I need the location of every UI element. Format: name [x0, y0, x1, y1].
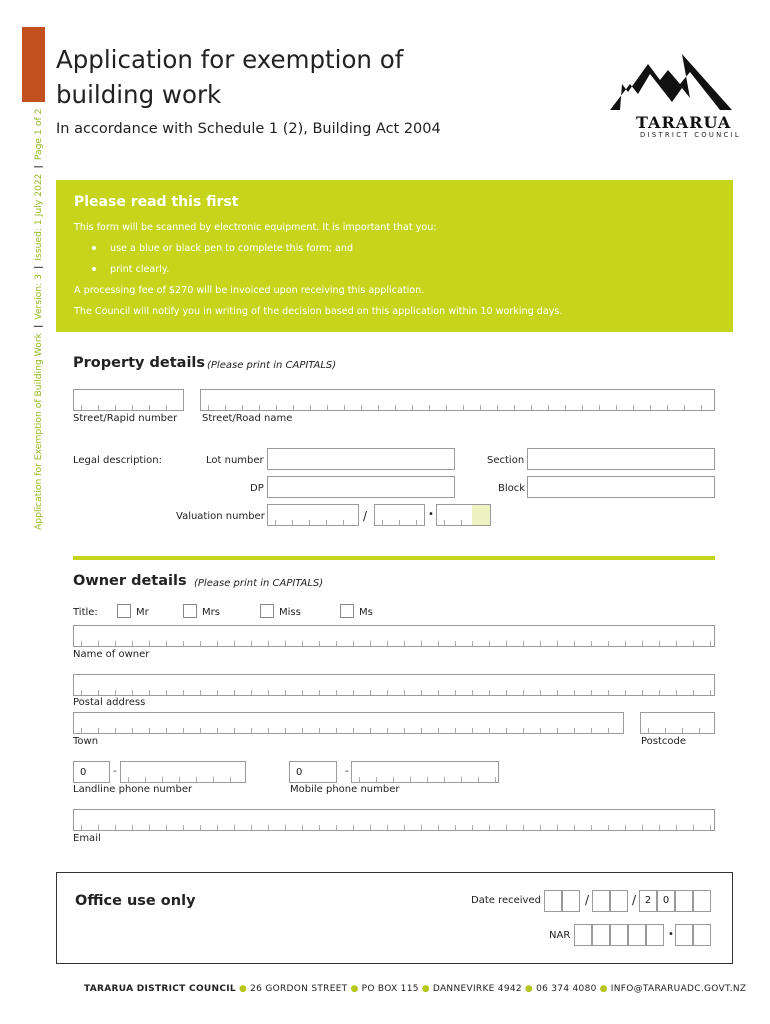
notice-panel — [56, 180, 733, 332]
town-label: Town — [73, 736, 99, 747]
footer-email[interactable]: INFO@TARARUADC.GOVT.NZ — [610, 984, 747, 994]
nar-digit[interactable] — [628, 924, 646, 946]
notice-decision: The Council will notify you in writing of the decision based on this application within 10 working days. — [74, 306, 563, 317]
valuation-number-part2[interactable] — [374, 504, 425, 526]
notice-intro: This form will be scanned by electronic equipment. It is important that you: — [74, 222, 437, 233]
nar-label: NAR — [549, 930, 571, 941]
office-heading: Office use only — [75, 893, 196, 909]
dp-field[interactable] — [267, 476, 455, 498]
logo-name: TARARUA — [636, 113, 732, 132]
lot-number-field[interactable] — [267, 448, 455, 470]
sidebar-issued: Issued: 1 July 2022 — [33, 173, 44, 261]
date-slash: / — [632, 893, 637, 907]
landline-label: Landline phone number — [73, 784, 193, 795]
property-heading: Property details — [73, 355, 206, 371]
valuation-number-part3[interactable] — [436, 504, 491, 526]
landline-dash: - — [113, 766, 117, 777]
footer-street: 26 GORDON STREET — [250, 984, 348, 994]
nar-digit[interactable] — [574, 924, 592, 946]
postal-address-field[interactable] — [73, 674, 715, 696]
title-mr-checkbox[interactable] — [117, 604, 131, 618]
mobile-prefix-field[interactable] — [289, 761, 337, 783]
street-number-field[interactable] — [73, 389, 184, 411]
mobile-label: Mobile phone number — [290, 784, 400, 795]
date-received-label: Date received — [471, 895, 541, 906]
email-field[interactable] — [73, 809, 715, 831]
sidebar-form-name: Application for Exemption of Building Work — [33, 333, 44, 530]
lot-number-label: Lot number — [206, 455, 264, 466]
notice-bullet: print clearly. — [92, 259, 733, 280]
footer-phone: 06 374 4080 — [536, 984, 597, 994]
notice-fee: A processing fee of $270 will be invoiced upon receiving this application. — [74, 285, 425, 296]
valuation-number-part1[interactable] — [267, 504, 359, 526]
date-year-digit[interactable]: 0 — [657, 890, 675, 912]
valuation-slash: / — [363, 509, 368, 523]
footer-town: DANNEVIRKE 4942 — [432, 984, 522, 994]
footer-po-box: PO BOX 115 — [361, 984, 419, 994]
page-subtitle: In accordance with Schedule 1 (2), Building Act 2004 — [56, 121, 441, 137]
valuation-suffix-cell — [472, 505, 490, 525]
town-field[interactable] — [73, 712, 624, 734]
title-mr-label: Mr — [136, 607, 149, 618]
owner-name-label: Name of owner — [73, 649, 150, 660]
mobile-prefix: 0 — [296, 767, 303, 778]
title-ms-checkbox[interactable] — [340, 604, 354, 618]
notice-heading: Please read this first — [74, 194, 239, 210]
landline-prefix: 0 — [80, 767, 87, 778]
date-slash: / — [585, 893, 590, 907]
date-day-digit[interactable] — [544, 890, 562, 912]
postal-address-label: Postal address — [73, 697, 146, 708]
nar-digit[interactable] — [675, 924, 693, 946]
mobile-dash: - — [345, 766, 349, 777]
postcode-field[interactable] — [640, 712, 715, 734]
title-ms-label: Ms — [359, 607, 373, 618]
notice-bullets — [74, 238, 733, 280]
title-mrs-checkbox[interactable] — [183, 604, 197, 618]
date-year-digit[interactable]: 2 — [639, 890, 657, 912]
street-number-label: Street/Rapid number — [73, 413, 178, 424]
title-mrs-label: Mrs — [202, 607, 220, 618]
owner-note: (Please print in CAPITALS) — [194, 578, 324, 589]
date-year-digit[interactable] — [693, 890, 711, 912]
sidebar-meta: Application for Exemption of Building Work|Version: 3|Issued: 1 July 2022|Page 1 of 2 — [33, 108, 44, 530]
sidebar-version: Version: 3 — [33, 274, 44, 320]
mobile-number-field[interactable] — [351, 761, 499, 783]
property-note: (Please print in CAPITALS) — [207, 360, 337, 371]
nar-dot: • — [668, 929, 674, 940]
title-label: Title: — [73, 607, 98, 618]
section-field[interactable] — [527, 448, 715, 470]
section-label: Section — [487, 455, 525, 466]
nar-digit[interactable] — [610, 924, 628, 946]
owner-heading: Owner details — [73, 573, 187, 589]
nar-digit[interactable] — [592, 924, 610, 946]
nar-digit[interactable] — [646, 924, 664, 946]
block-field[interactable] — [527, 476, 715, 498]
section-divider — [73, 556, 715, 560]
landline-area-code-field[interactable] — [73, 761, 110, 783]
nar-digit[interactable] — [693, 924, 711, 946]
date-month-digit[interactable] — [592, 890, 610, 912]
logo-subtitle: DISTRICT COUNCIL — [640, 131, 741, 139]
sidebar-page: Page 1 of 2 — [33, 108, 44, 161]
office-use-panel — [56, 872, 733, 964]
owner-name-field[interactable] — [73, 625, 715, 647]
date-day-digit[interactable] — [562, 890, 580, 912]
valuation-number-label: Valuation number — [176, 511, 265, 522]
page-title: Application for exemption of building work — [56, 45, 404, 109]
dp-label: DP — [250, 483, 264, 494]
postcode-label: Postcode — [641, 736, 687, 747]
block-label: Block — [498, 483, 526, 494]
title-miss-label: Miss — [279, 607, 301, 618]
page-color-tab — [22, 27, 45, 102]
valuation-dot: • — [428, 509, 434, 520]
street-name-label: Street/Road name — [202, 413, 293, 424]
date-month-digit[interactable] — [610, 890, 628, 912]
date-year-digit[interactable] — [675, 890, 693, 912]
legal-description-label: Legal description: — [73, 455, 162, 466]
footer-council: TARARUA DISTRICT COUNCIL — [84, 984, 236, 994]
street-name-field[interactable] — [200, 389, 715, 411]
email-label: Email — [73, 833, 101, 844]
landline-number-field[interactable] — [120, 761, 246, 783]
footer-contact: TARARUA DISTRICT COUNCIL ● 26 GORDON STREET ● PO BOX 115 ● DANNEVIRKE 4942 ● 06 374 4080 ● INFO@TARARUADC.GOVT.NZ — [84, 984, 747, 994]
notice-bullet: use a blue or black pen to complete this form; and — [92, 238, 733, 259]
title-miss-checkbox[interactable] — [260, 604, 274, 618]
